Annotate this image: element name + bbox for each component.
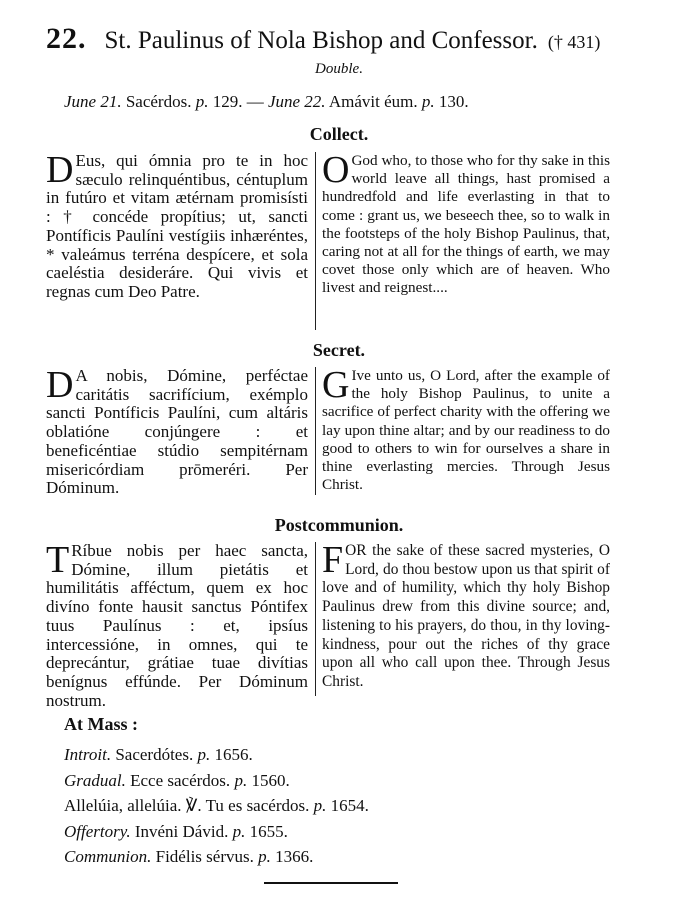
- column-divider: [315, 542, 316, 696]
- reading-date-2: June 22.: [267, 92, 326, 111]
- collect-english-text: God who, to those who for thy sake in this world leave all things, hast promised a hundredfold and life everlasting in that to come : grant us, we beseech thee, so to walk in the footsteps of the holy Bishop Paulinus, that, caring not at all for the things of earth, we may covet those only which are of heaven. Who livest and reignest....: [322, 152, 610, 297]
- secret-heading: Secret.: [312, 340, 366, 360]
- postcommunion-english: [322, 539, 610, 692]
- feast-death-year: († 431): [547, 32, 601, 52]
- collect-english-initial: O: [322, 149, 350, 191]
- secret-english-text: Ive unto us, O Lord, after the example of the holy Bishop Paulinus, to unite a sacrifice of perfect charity with the offering we lay upon thine altar; and by our readiness to do good to others to win for ourselves a share in thine everlasting mercies. Through Jesus Christ.: [322, 367, 610, 494]
- secret-latin: [46, 364, 308, 498]
- page-abbrev: p.: [197, 745, 211, 764]
- page-abbrev: p.: [313, 796, 327, 815]
- mass-item-text: Sacerdótes.: [111, 745, 198, 764]
- mass-item-communion: [64, 844, 369, 870]
- mass-item-offertory: [64, 819, 369, 845]
- feast-title: St. Paulinus of Nola Bishop and Confessor.: [104, 27, 538, 54]
- collect-latin-initial: D: [46, 149, 74, 191]
- reading-references: [64, 92, 469, 112]
- column-divider: [315, 367, 316, 495]
- mass-item-label: Gradual.: [64, 770, 126, 790]
- secret-english: [322, 364, 610, 494]
- feast-header: [46, 22, 646, 56]
- page-abbrev: p.: [258, 847, 271, 866]
- mass-item-text: Ecce sacérdos.: [125, 770, 235, 790]
- postcommunion-heading: Postcommunion.: [274, 515, 404, 535]
- reading-page-2: 130.: [434, 92, 469, 111]
- mass-item-label: Allelúia, allelúia. ℣.: [64, 796, 202, 815]
- mass-item-label: Introit.: [64, 745, 112, 764]
- secret-latin-initial: D: [46, 364, 74, 406]
- feast-rank: Double.: [315, 61, 363, 77]
- column-divider: [315, 152, 316, 330]
- mass-propers-list: [64, 742, 369, 870]
- collect-latin-text: Eus, qui ómnia pro te in hoc sæculo relinquéntibus, céntuplum in futúro et vitam ætérnam promisísti : † concéde propítius; ut, sancti Pontíficis Paulíni vestígiis inhæréntes, * valeámus terréna despícere, et sola caeléstia desideráre. Qui vivis et regnas cum Deo Patre.: [46, 151, 308, 301]
- postcommunion-english-text: OR the sake of these sacred mysteries, O Lord, do thou bestow upon us that spirit of love and of humility, which thy holy Bishop Paulinus drew from this divine source; and, listening to his prayers, do thou, in thy loving-kindness, pour out the riches of thy grace upon all who call upon thee. Through Jesus Christ.: [322, 542, 610, 690]
- page-abbrev: p.: [234, 770, 248, 790]
- mass-item-page: 1560.: [247, 770, 290, 790]
- mass-item-label: Offertory.: [64, 821, 131, 841]
- reading-incipit-2: Amávit éum.: [325, 92, 422, 111]
- page-abbrev: p.: [232, 821, 246, 841]
- reading-page-1: 129. —: [208, 92, 268, 111]
- mass-item-page: 1655.: [245, 821, 288, 841]
- postcommunion-english-initial: F: [322, 539, 344, 581]
- mass-item-page: 1656.: [210, 745, 253, 764]
- mass-item-text: Tu es sacérdos.: [201, 796, 314, 815]
- postcommunion-latin: [46, 539, 308, 710]
- mass-item-alleluia: [64, 793, 369, 819]
- page-abbrev-2: p.: [421, 92, 435, 111]
- mass-item-label: Communion.: [64, 847, 152, 866]
- footer-rule: [264, 882, 398, 884]
- mass-item-introit: [64, 742, 369, 768]
- mass-item-text: Fidélis sérvus.: [151, 847, 259, 866]
- mass-item-gradual: [64, 768, 369, 794]
- page-abbrev-1: p.: [195, 92, 209, 111]
- mass-heading: At Mass :: [64, 714, 138, 734]
- secret-english-initial: G: [322, 364, 350, 406]
- postcommunion-latin-text: Ríbue nobis per haec sancta, Dómine, illum pietátis et humilitátis afféctum, quem ex hoc divíno fonte hausit sanctus Póntifex tuus Paulínus : et, ipsíus intercessióne, in omnes, qui te deprecántur, grátiae tuae divítias benígnus effúnde. Per Dóminum nostrum.: [46, 541, 308, 710]
- mass-item-text: Invéni Dávid.: [130, 821, 233, 841]
- collect-english: [322, 149, 610, 298]
- reading-incipit-1: Sacérdos.: [121, 92, 196, 111]
- reading-date-1: June 21.: [64, 92, 122, 111]
- secret-latin-text: A nobis, Dómine, perféctae caritátis sacrifícium, exémplo sancti Pontíficis Paulíni, cum altáris oblatióne conjúngere : et beneficéntiae stúdio sempitérnam misericórdiam prōmeréri. Per Dóminum.: [46, 366, 308, 498]
- mass-item-page: 1366.: [270, 847, 314, 866]
- feast-number: 22.: [46, 22, 87, 55]
- mass-item-page: 1654.: [326, 796, 369, 815]
- postcommunion-latin-initial: T: [46, 539, 70, 581]
- collect-latin: [46, 149, 308, 302]
- collect-heading: Collect.: [309, 124, 369, 144]
